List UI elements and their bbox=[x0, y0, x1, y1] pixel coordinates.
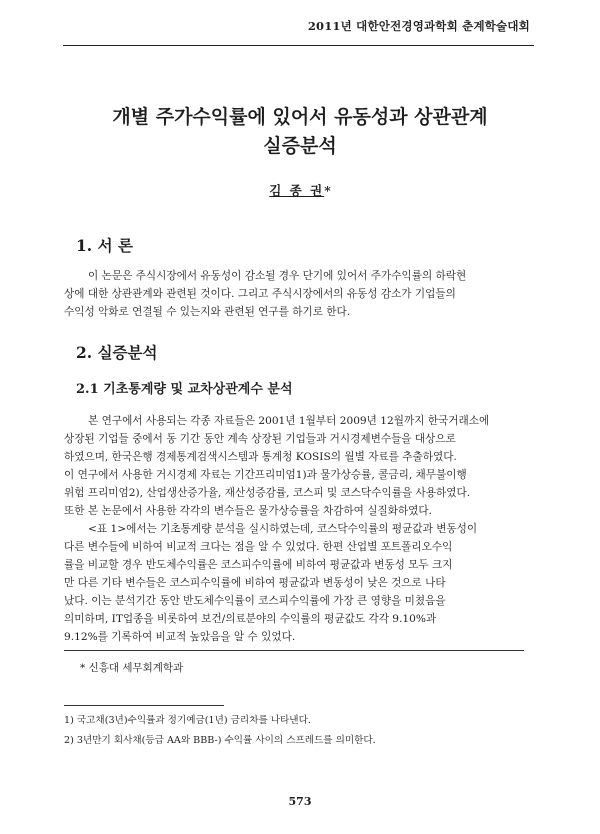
text-line: 났다. 이는 분석기간 동안 반도체수익률이 코스피수익률에 가장 큰 영향을 미쳤음을 bbox=[64, 595, 446, 607]
page-number: 573 bbox=[288, 795, 312, 808]
footnote-separator-long bbox=[64, 650, 524, 651]
footnote-1: 1) 국고채(3년)수익률과 정기예금(1년) 금리차를 나타낸다. bbox=[64, 715, 311, 726]
section-heading-introduction: 1. 서 론 bbox=[76, 236, 133, 255]
footnote-2: 2) 3년만기 회사채(등급 AA와 BBB-) 수익률 사이의 스프레드를 의미한다. bbox=[64, 735, 376, 746]
text-line: 만 다른 기타 변수들은 코스피수익률에 비하여 평균값과 변동성이 낮은 것으로 나타 bbox=[64, 577, 446, 589]
text-line: 상에 대한 상관관계와 관련된 것이다. 그리고 주식시장에서의 유동성 감소가 기업들의 bbox=[64, 288, 456, 300]
text-line: 수익성 악화로 연결될 수 있는지와 관련된 연구를 하기로 한다. bbox=[64, 306, 351, 318]
paper-title-line-2: 실증분석 bbox=[263, 135, 337, 157]
text-line: 하였으며, 한국은행 경제통계검색시스템과 통계청 KOSIS의 월별 자료를 추출하였다. bbox=[64, 451, 457, 463]
text-line: 9.12%를 기록하여 비교적 높았음을 알 수 있었다. bbox=[64, 631, 296, 643]
introduction-paragraph bbox=[64, 267, 534, 321]
conference-header: 2011년 대한안전경영과학회 춘계학술대회 bbox=[307, 19, 530, 33]
author-mark: * bbox=[324, 183, 331, 198]
section-heading-empirical: 2. 실증분석 bbox=[76, 343, 158, 362]
body-paragraph-1 bbox=[64, 412, 534, 520]
paper-title-line-1: 개별 주가수익률에 있어서 유동성과 상관관계 bbox=[112, 106, 488, 128]
author bbox=[0, 181, 600, 199]
footnote-separator-short bbox=[64, 705, 224, 706]
body-paragraph-2 bbox=[64, 520, 534, 646]
author-affiliation-footnote: * 신흥대 세무회계학과 bbox=[80, 662, 184, 674]
header-rule bbox=[63, 45, 534, 46]
author-name: 김 종 권 bbox=[269, 183, 325, 198]
subsection-heading: 2.1 기초통계량 및 교차상관계수 분석 bbox=[76, 382, 293, 397]
text-line: 다른 변수들에 비하여 비교적 크다는 점을 알 수 있었다. 한편 산업별 포트폴리오수익 bbox=[64, 541, 453, 553]
text-line: 본 연구에서 사용되는 각종 자료들은 2001년 1월부터 2009년 12월까지 한국거래소에 bbox=[88, 415, 490, 427]
text-line: 위험 프리미엄2), 산업생산증가율, 재산성증감률, 코스피 및 코스닥수익률을 사용하였다. bbox=[64, 487, 471, 499]
text-line: 의미하며, IT업종을 비롯하여 보건/의료분야의 수익률의 평균값도 각각 9.10%과 bbox=[64, 613, 437, 625]
text-line: 이 논문은 주식시장에서 유동성이 감소될 경우 단기에 있어서 주가수익률의 하락현 bbox=[88, 270, 467, 282]
text-line: 이 연구에서 사용한 거시경제 자료는 기간프리미엄1)과 물가상승률, 콜금리, 채무불이행 bbox=[64, 469, 467, 481]
text-line: 상장된 기업들 중에서 동 기간 동안 계속 상장된 기업들과 거시경제변수들을 대상으로 bbox=[64, 433, 456, 445]
text-line: 또한 본 논문에서 사용한 각각의 변수들은 물가상승률을 차감하여 실질화하였다. bbox=[64, 505, 433, 517]
text-line: 률을 비교할 경우 반도체수익률은 코스피수익률에 비하여 평균값과 변동성 모두 크지 bbox=[64, 559, 453, 571]
text-line: <표 1>에서는 기초통계량 분석을 실시하였는데, 코스닥수익률의 평균값과 변동성이 bbox=[88, 523, 478, 535]
